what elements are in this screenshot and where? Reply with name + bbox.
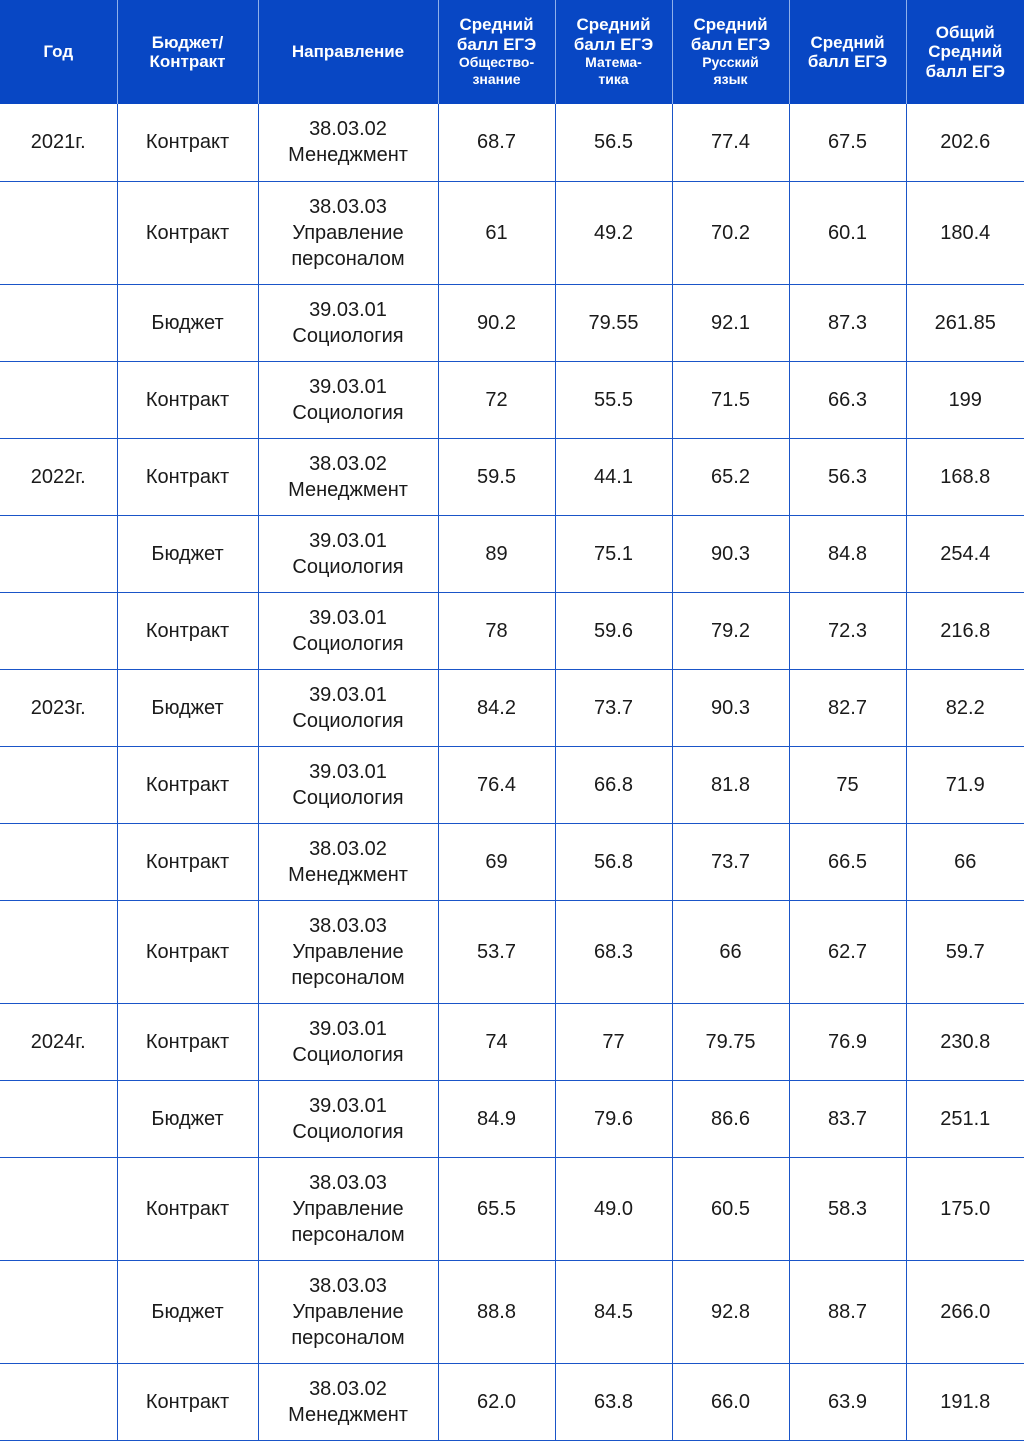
- cell-fund: Контракт: [117, 438, 258, 515]
- cell-direction: [258, 1157, 438, 1260]
- cell-direction: [258, 284, 438, 361]
- cell-direction: [258, 1260, 438, 1363]
- cell-total: 230.8: [906, 1003, 1024, 1080]
- cell-total: 199: [906, 361, 1024, 438]
- table-row: [0, 438, 1024, 515]
- direction-line: персоналом: [291, 1223, 405, 1246]
- cell-avg: 60.1: [789, 181, 906, 284]
- cell-avg: 56.3: [789, 438, 906, 515]
- cell-year: [0, 1157, 117, 1260]
- table-row: [0, 1080, 1024, 1157]
- cell-direction: [258, 1080, 438, 1157]
- cell-direction: [258, 438, 438, 515]
- direction-line: Управление: [292, 1197, 404, 1220]
- table-header: [0, 0, 1024, 104]
- cell-direction: [258, 669, 438, 746]
- cell-year: 2024г.: [0, 1003, 117, 1080]
- cell-math: 66.8: [555, 746, 672, 823]
- direction-line: 38.03.02: [309, 837, 387, 860]
- cell-year: [0, 361, 117, 438]
- table-row: [0, 592, 1024, 669]
- cell-avg: 62.7: [789, 900, 906, 1003]
- direction-line: Менеджмент: [288, 863, 408, 886]
- cell-math: 56.8: [555, 823, 672, 900]
- cell-math: 84.5: [555, 1260, 672, 1363]
- direction-line: Социология: [292, 632, 404, 655]
- cell-year: [0, 592, 117, 669]
- cell-fund: Бюджет: [117, 669, 258, 746]
- cell-fund: Контракт: [117, 746, 258, 823]
- cell-year: 2022г.: [0, 438, 117, 515]
- cell-social: 74: [438, 1003, 555, 1080]
- cell-math: 79.6: [555, 1080, 672, 1157]
- cell-social: 53.7: [438, 900, 555, 1003]
- direction-line: персоналом: [291, 1326, 405, 1349]
- cell-total: 202.6: [906, 104, 1024, 181]
- cell-fund: Контракт: [117, 1157, 258, 1260]
- cell-direction: [258, 181, 438, 284]
- direction-line: Социология: [292, 324, 404, 347]
- cell-total: 191.8: [906, 1363, 1024, 1440]
- cell-direction: [258, 746, 438, 823]
- table-row: [0, 284, 1024, 361]
- direction-line: Управление: [292, 1300, 404, 1323]
- table-row: [0, 104, 1024, 181]
- cell-direction: [258, 515, 438, 592]
- cell-social: 59.5: [438, 438, 555, 515]
- cell-total: 168.8: [906, 438, 1024, 515]
- cell-social: 65.5: [438, 1157, 555, 1260]
- cell-math: 49.2: [555, 181, 672, 284]
- cell-russian: 86.6: [672, 1080, 789, 1157]
- cell-russian: 66.0: [672, 1363, 789, 1440]
- cell-math: 63.8: [555, 1363, 672, 1440]
- cell-russian: 92.1: [672, 284, 789, 361]
- cell-total: 59.7: [906, 900, 1024, 1003]
- header-russian: Средний балл ЕГЭ Русский язык: [672, 0, 789, 104]
- cell-avg: 83.7: [789, 1080, 906, 1157]
- cell-avg: 75: [789, 746, 906, 823]
- direction-line: Социология: [292, 786, 404, 809]
- direction-line: 39.03.01: [309, 298, 387, 321]
- cell-fund: Контракт: [117, 900, 258, 1003]
- cell-math: 59.6: [555, 592, 672, 669]
- direction-line: 39.03.01: [309, 375, 387, 398]
- direction-line: 39.03.01: [309, 760, 387, 783]
- cell-year: [0, 1260, 117, 1363]
- cell-total: 266.0: [906, 1260, 1024, 1363]
- cell-direction: [258, 592, 438, 669]
- cell-russian: 79.75: [672, 1003, 789, 1080]
- direction-line: Менеджмент: [288, 1403, 408, 1426]
- cell-fund: Контракт: [117, 1363, 258, 1440]
- cell-avg: 66.5: [789, 823, 906, 900]
- cell-total: 251.1: [906, 1080, 1024, 1157]
- table-row: [0, 1003, 1024, 1080]
- cell-russian: 90.3: [672, 515, 789, 592]
- cell-total: 216.8: [906, 592, 1024, 669]
- direction-line: 39.03.01: [309, 606, 387, 629]
- direction-line: 39.03.01: [309, 1017, 387, 1040]
- direction-line: Социология: [292, 709, 404, 732]
- direction-line: Менеджмент: [288, 144, 408, 167]
- cell-social: 68.7: [438, 104, 555, 181]
- cell-avg: 63.9: [789, 1363, 906, 1440]
- cell-russian: 81.8: [672, 746, 789, 823]
- cell-total: 261.85: [906, 284, 1024, 361]
- header-social: Средний балл ЕГЭ Общество- знание: [438, 0, 555, 104]
- header-avg: Средний балл ЕГЭ: [789, 0, 906, 104]
- direction-line: 39.03.01: [309, 1094, 387, 1117]
- cell-total: 66: [906, 823, 1024, 900]
- table-row: [0, 1260, 1024, 1363]
- cell-fund: Контракт: [117, 361, 258, 438]
- header-fund: Бюджет/ Контракт: [117, 0, 258, 104]
- cell-social: 76.4: [438, 746, 555, 823]
- cell-fund: Контракт: [117, 181, 258, 284]
- header-total: Общий Средний балл ЕГЭ: [906, 0, 1024, 104]
- cell-direction: [258, 1003, 438, 1080]
- cell-math: 49.0: [555, 1157, 672, 1260]
- direction-line: Управление: [292, 221, 404, 244]
- header-year: Год: [0, 0, 117, 104]
- direction-line: Социология: [292, 1120, 404, 1143]
- cell-russian: 79.2: [672, 592, 789, 669]
- cell-total: 180.4: [906, 181, 1024, 284]
- cell-russian: 66: [672, 900, 789, 1003]
- table-row: [0, 181, 1024, 284]
- cell-year: [0, 284, 117, 361]
- cell-russian: 60.5: [672, 1157, 789, 1260]
- cell-year: [0, 1363, 117, 1440]
- cell-year: [0, 746, 117, 823]
- direction-line: 38.03.03: [309, 1171, 387, 1194]
- cell-russian: 90.3: [672, 669, 789, 746]
- direction-line: 38.03.02: [309, 452, 387, 475]
- cell-avg: 66.3: [789, 361, 906, 438]
- cell-direction: [258, 900, 438, 1003]
- cell-math: 68.3: [555, 900, 672, 1003]
- cell-social: 84.2: [438, 669, 555, 746]
- direction-line: 38.03.03: [309, 914, 387, 937]
- cell-fund: Бюджет: [117, 284, 258, 361]
- table-row: [0, 669, 1024, 746]
- cell-social: 89: [438, 515, 555, 592]
- table-row: [0, 1363, 1024, 1440]
- cell-fund: Бюджет: [117, 1080, 258, 1157]
- header-row: [0, 0, 1024, 104]
- cell-avg: 58.3: [789, 1157, 906, 1260]
- cell-direction: [258, 1363, 438, 1440]
- table-row: [0, 515, 1024, 592]
- direction-line: персоналом: [291, 247, 405, 270]
- table-row: [0, 361, 1024, 438]
- direction-line: 38.03.03: [309, 1274, 387, 1297]
- direction-line: 38.03.03: [309, 195, 387, 218]
- cell-math: 77: [555, 1003, 672, 1080]
- cell-avg: 84.8: [789, 515, 906, 592]
- direction-line: 38.03.02: [309, 1377, 387, 1400]
- cell-social: 62.0: [438, 1363, 555, 1440]
- cell-russian: 70.2: [672, 181, 789, 284]
- cell-avg: 87.3: [789, 284, 906, 361]
- table-row: [0, 900, 1024, 1003]
- cell-year: 2021г.: [0, 104, 117, 181]
- cell-avg: 88.7: [789, 1260, 906, 1363]
- direction-line: 39.03.01: [309, 529, 387, 552]
- cell-social: 88.8: [438, 1260, 555, 1363]
- cell-russian: 77.4: [672, 104, 789, 181]
- cell-russian: 73.7: [672, 823, 789, 900]
- table-body: [0, 104, 1024, 1440]
- cell-fund: Контракт: [117, 1003, 258, 1080]
- cell-total: 82.2: [906, 669, 1024, 746]
- cell-social: 78: [438, 592, 555, 669]
- direction-line: 39.03.01: [309, 683, 387, 706]
- cell-direction: [258, 361, 438, 438]
- cell-math: 56.5: [555, 104, 672, 181]
- cell-avg: 76.9: [789, 1003, 906, 1080]
- cell-year: [0, 1080, 117, 1157]
- direction-line: Менеджмент: [288, 478, 408, 501]
- cell-avg: 72.3: [789, 592, 906, 669]
- cell-social: 61: [438, 181, 555, 284]
- direction-line: Социология: [292, 1043, 404, 1066]
- cell-social: 90.2: [438, 284, 555, 361]
- cell-russian: 92.8: [672, 1260, 789, 1363]
- cell-direction: [258, 104, 438, 181]
- table-row: [0, 823, 1024, 900]
- cell-russian: 65.2: [672, 438, 789, 515]
- cell-total: 71.9: [906, 746, 1024, 823]
- cell-year: [0, 181, 117, 284]
- direction-line: Управление: [292, 940, 404, 963]
- table-row: [0, 746, 1024, 823]
- cell-math: 79.55: [555, 284, 672, 361]
- direction-line: Социология: [292, 555, 404, 578]
- header-direction: Направление: [258, 0, 438, 104]
- cell-social: 84.9: [438, 1080, 555, 1157]
- cell-year: 2023г.: [0, 669, 117, 746]
- cell-fund: Контракт: [117, 823, 258, 900]
- cell-total: 175.0: [906, 1157, 1024, 1260]
- cell-avg: 82.7: [789, 669, 906, 746]
- cell-fund: Контракт: [117, 104, 258, 181]
- cell-russian: 71.5: [672, 361, 789, 438]
- cell-year: [0, 515, 117, 592]
- cell-avg: 67.5: [789, 104, 906, 181]
- cell-direction: [258, 823, 438, 900]
- cell-fund: Бюджет: [117, 1260, 258, 1363]
- cell-math: 73.7: [555, 669, 672, 746]
- cell-math: 44.1: [555, 438, 672, 515]
- table-row: [0, 1157, 1024, 1260]
- header-math: Средний балл ЕГЭ Матема- тика: [555, 0, 672, 104]
- cell-social: 72: [438, 361, 555, 438]
- cell-year: [0, 823, 117, 900]
- cell-social: 69: [438, 823, 555, 900]
- cell-year: [0, 900, 117, 1003]
- direction-line: 38.03.02: [309, 118, 387, 141]
- direction-line: Социология: [292, 401, 404, 424]
- cell-math: 55.5: [555, 361, 672, 438]
- cell-fund: Бюджет: [117, 515, 258, 592]
- direction-line: персоналом: [291, 966, 405, 989]
- cell-total: 254.4: [906, 515, 1024, 592]
- cell-fund: Контракт: [117, 592, 258, 669]
- cell-math: 75.1: [555, 515, 672, 592]
